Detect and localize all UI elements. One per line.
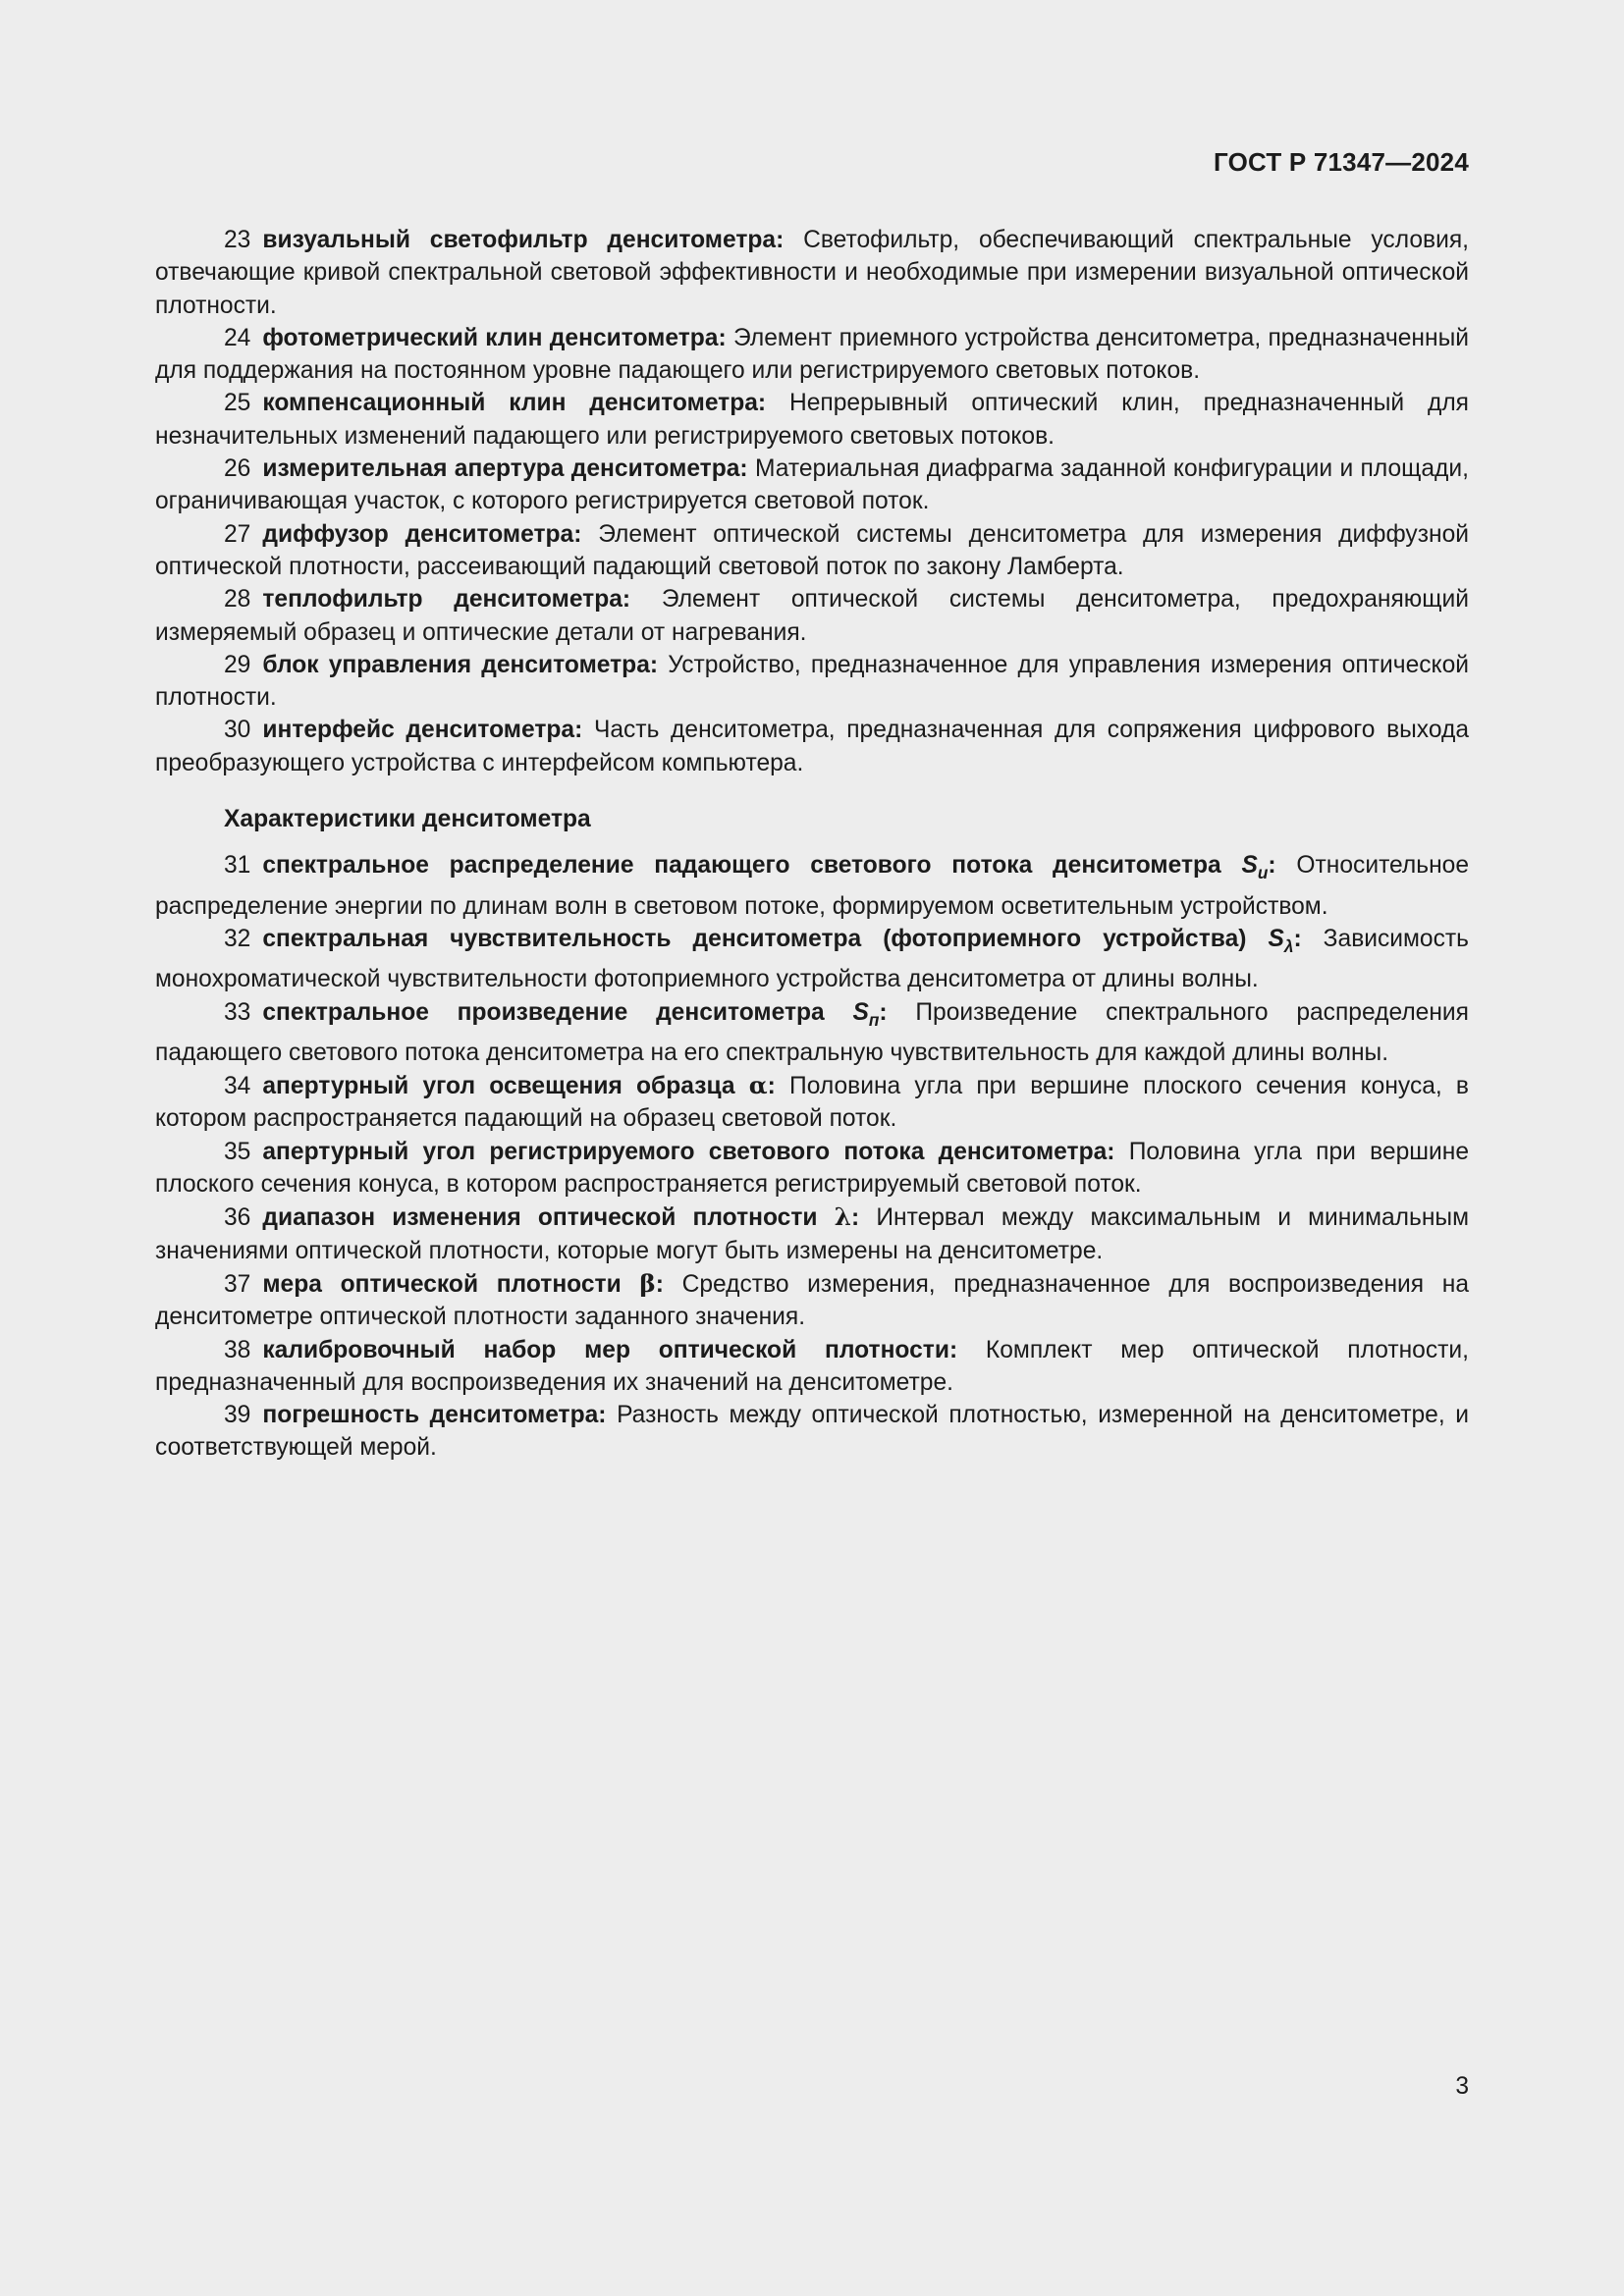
term-name: спектральное распределение падающего светового потока денситометра — [262, 852, 1221, 880]
term-definition: Светофильтр, обеспечивающий спектральные условия, отвечающие кривой спектральной световой эффективности и необходимые при измерении визуальной оптической плотности. — [155, 227, 1469, 319]
terms-block-2 — [155, 849, 1469, 1464]
term-name: интерфейс денситометра: — [262, 717, 583, 744]
term-definition: Половина угла при вершине плоского сечения конуса, в котором распространяется падающий на образец световой поток. — [155, 1073, 1469, 1133]
term-symbol-subscript: п — [868, 1009, 880, 1030]
term-definition: Интервал между максимальным и минимальным значениями оптической плотности, которые могут быть измерены на денситометре. — [155, 1204, 1470, 1264]
term-number: 39 — [224, 1402, 251, 1429]
term-number: 25 — [224, 390, 251, 417]
term-number: 29 — [224, 651, 251, 678]
term-entry — [155, 453, 1469, 518]
term-definition: Средство измерения, предназначенное для воспроизведения на денситометре оптической плотности заданного значения. — [155, 1270, 1469, 1331]
term-symbol: $S_u$ — [1241, 852, 1269, 883]
term-colon: : — [850, 1204, 860, 1232]
term-entry — [155, 1267, 1469, 1334]
term-definition: Половина угла при вершине плоского сечения конуса, в котором распространяется регистрируемый световой поток. — [155, 1138, 1469, 1199]
term-entry — [155, 1334, 1469, 1400]
page-header: ГОСТ Р 71347—2024 — [1214, 147, 1469, 177]
term-entry — [155, 849, 1469, 923]
term-number: 34 — [224, 1073, 251, 1100]
term-definition: Относительное распределение энергии по длинам волн в световом потоке, формируемом осветительным устройством. — [155, 852, 1470, 920]
term-greek-symbol: α — [748, 1071, 768, 1100]
term-entry — [155, 224, 1469, 322]
document-body — [155, 224, 1469, 1465]
term-definition: Устройство, предназначенное для управления измерения оптической плотности. — [155, 651, 1469, 712]
term-entry — [155, 649, 1469, 715]
term-name: компенсационный клин денситометра: — [262, 390, 767, 417]
term-entry — [155, 1069, 1469, 1136]
term-number: 28 — [224, 586, 251, 614]
term-name: фотометрический клин денситометра: — [262, 324, 727, 351]
term-entry — [155, 996, 1469, 1070]
term-number: 24 — [224, 324, 251, 351]
term-number: 33 — [224, 998, 251, 1026]
term-name: теплофильтр денситометра: — [262, 586, 631, 614]
term-greek-symbol: λ — [834, 1202, 851, 1232]
term-colon: : — [879, 998, 888, 1026]
term-name: мера оптической плотности — [262, 1270, 622, 1298]
term-entry — [155, 923, 1469, 996]
term-definition: Элемент оптической системы денситометра, предохраняющий измеряемый образец и оптические детали от нагревания. — [155, 586, 1469, 646]
term-entry — [155, 518, 1469, 584]
term-symbol: $S_\lambda$ — [1268, 925, 1294, 956]
term-symbol-subscript: u — [1257, 863, 1269, 883]
term-entry — [155, 714, 1469, 779]
term-name: измерительная апертура денситометра: — [262, 455, 748, 483]
term-number: 36 — [224, 1204, 251, 1232]
term-name: спектральная чувствительность денситометра (фотоприемного устройства) — [262, 925, 1247, 952]
term-colon: : — [1268, 852, 1276, 880]
term-definition: Комплект мер оптической плотности, предназначенный для воспроизведения их значений на денситометре. — [155, 1336, 1469, 1396]
term-name: калибровочный набор мер оптической плотности: — [262, 1336, 958, 1363]
term-number: 37 — [224, 1270, 251, 1298]
term-definition: Часть денситометра, предназначенная для сопряжения цифрового выхода преобразующего устройства с интерфейсом компьютера. — [155, 717, 1469, 776]
term-definition: Непрерывный оптический клин, предназначенный для незначительных изменений падающего или регистрируемого световых потоков. — [155, 390, 1469, 450]
term-number: 35 — [224, 1138, 251, 1165]
term-definition: Материальная диафрагма заданной конфигурации и площади, ограничивающая участок, с которого регистрируется световой поток. — [155, 455, 1469, 515]
term-number: 32 — [224, 925, 251, 952]
term-definition: Элемент приемного устройства денситометра, предназначенный для поддержания на постоянном уровне падающего или регистрируемого световых потоков. — [155, 324, 1470, 385]
term-colon: : — [767, 1073, 776, 1100]
term-definition: Элемент оптической системы денситометра для измерения диффузной оптической плотности, рассеивающий падающий световой поток по закону Ламберта. — [155, 520, 1469, 580]
page-number: 3 — [1455, 2073, 1469, 2100]
term-entry — [155, 1136, 1469, 1201]
term-entry — [155, 1399, 1469, 1465]
terms-block-1 — [155, 224, 1469, 779]
term-entry — [155, 583, 1469, 649]
term-definition: Зависимость монохроматической чувствительности фотоприемного устройства денситометра от длины волны. — [155, 925, 1469, 993]
section-title: Характеристики денситометра — [224, 806, 591, 833]
term-name: блок управления денситометра: — [262, 651, 659, 678]
term-name: апертурный угол регистрируемого светового потока денситометра: — [262, 1138, 1115, 1165]
term-number: 31 — [224, 852, 251, 880]
term-definition: Произведение спектрального распределения падающего светового потока денситометра на его спектральную чувствительность для каждой длины волны. — [155, 998, 1469, 1066]
term-colon: : — [1293, 925, 1302, 952]
term-symbol-subscript: λ — [1283, 935, 1294, 956]
term-name: визуальный светофильтр денситометра: — [262, 227, 785, 253]
term-number: 27 — [224, 520, 251, 548]
term-entry — [155, 387, 1469, 453]
term-name: диффузор денситометра: — [262, 520, 582, 548]
term-number: 30 — [224, 717, 251, 744]
term-number: 38 — [224, 1336, 251, 1363]
term-name: спектральное произведение денситометра — [262, 998, 825, 1026]
term-greek-symbol: β — [639, 1268, 656, 1298]
term-number: 23 — [224, 227, 251, 253]
term-colon: : — [655, 1270, 664, 1298]
term-name: диапазон изменения оптической плотности — [262, 1204, 818, 1232]
term-entry — [155, 1201, 1469, 1267]
term-number: 26 — [224, 455, 251, 483]
term-name: апертурный угол освещения образца — [262, 1073, 735, 1100]
term-name: погрешность денситометра: — [262, 1402, 607, 1429]
term-entry — [155, 322, 1469, 388]
term-symbol: $S_п$ — [852, 998, 880, 1030]
term-definition: Разность между оптической плотностью, измеренной на денситометре, и соответствующей мерой. — [155, 1402, 1469, 1462]
